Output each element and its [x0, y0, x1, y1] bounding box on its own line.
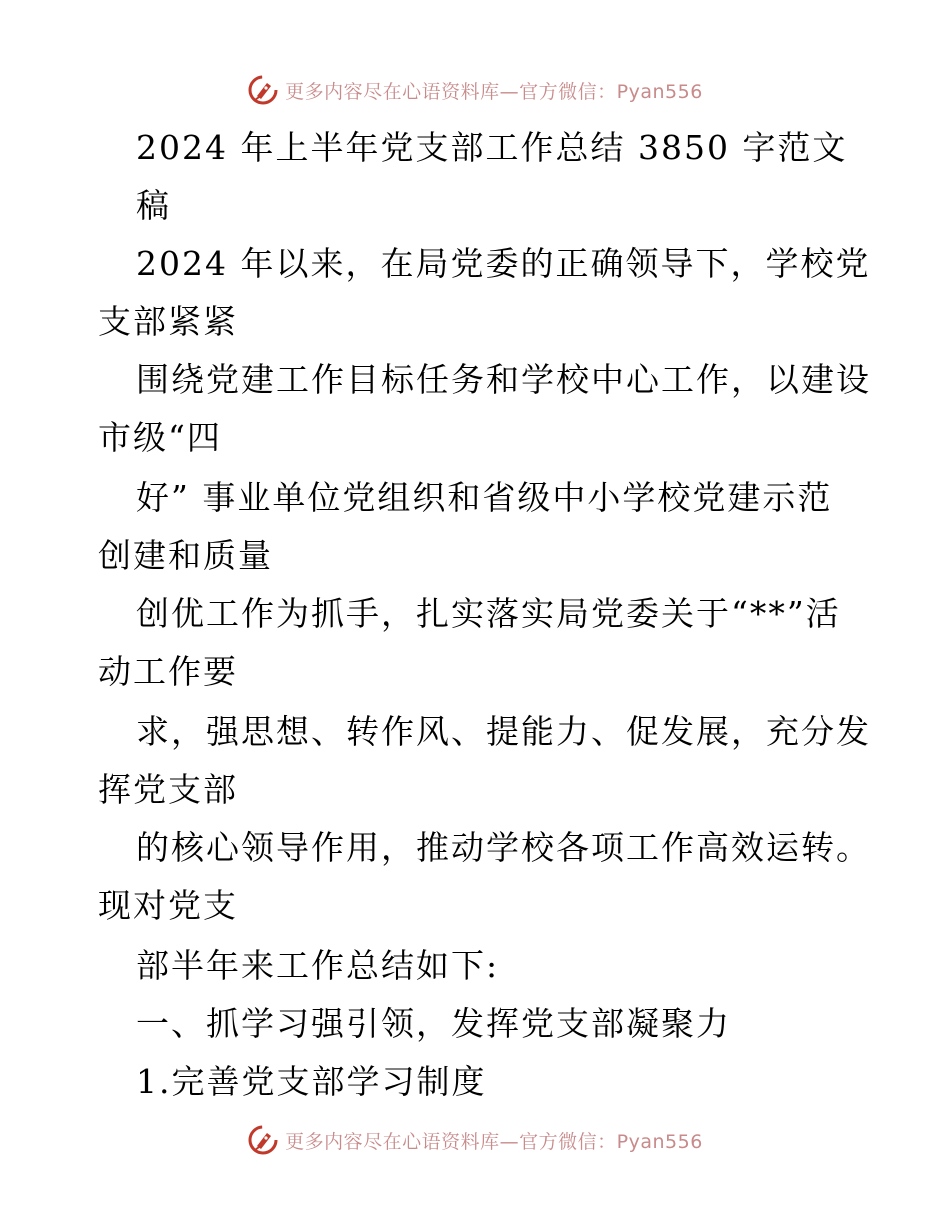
- doc-text-line: 求，强思想、转作风、提能力、促发展，充分发: [136, 712, 871, 751]
- doc-text-line: 围绕党建工作目标任务和学校中心工作，以建设: [136, 360, 871, 399]
- doc-text-line: 挥党支部: [98, 770, 238, 809]
- header-watermark: [0, 70, 950, 110]
- doc-text-line: 现对党支: [98, 886, 238, 925]
- doc-text-line: 创优工作为抓手，扎实落实局党委关于“**”活: [136, 594, 841, 633]
- subsection-heading: 1.完善党支部学习制度: [136, 1062, 487, 1101]
- pen-nib-logo-icon: [247, 1124, 279, 1156]
- watermark-text: 更多内容尽在心语资料库—官方微信：Pyan556: [285, 1130, 703, 1153]
- doc-text-line: 的核心领导作用，推动学校各项工作高效运转。: [136, 828, 871, 867]
- doc-text-line: 支部紧紧: [98, 302, 238, 341]
- doc-title-line-2: 稿: [136, 186, 171, 225]
- footer-watermark: [0, 1120, 950, 1160]
- watermark-text: 更多内容尽在心语资料库—官方微信：Pyan556: [285, 80, 703, 103]
- doc-text-line: 部半年来工作总结如下:: [136, 946, 500, 985]
- doc-text-line: 好” 事业单位党组织和省级中小学校党建示范: [136, 478, 833, 517]
- doc-text-line: 创建和质量: [98, 536, 273, 575]
- doc-text-line: 动工作要: [98, 652, 238, 691]
- doc-text-line: 市级“四: [98, 418, 222, 457]
- pen-nib-logo-icon: [247, 74, 279, 106]
- doc-title-line-1: 2024 年上半年党支部工作总结 3850 字范文: [136, 128, 848, 167]
- doc-text-line: 2024 年以来，在局党委的正确领导下，学校党: [136, 244, 871, 283]
- section-heading: 一、抓学习强引领，发挥党支部凝聚力: [136, 1004, 731, 1043]
